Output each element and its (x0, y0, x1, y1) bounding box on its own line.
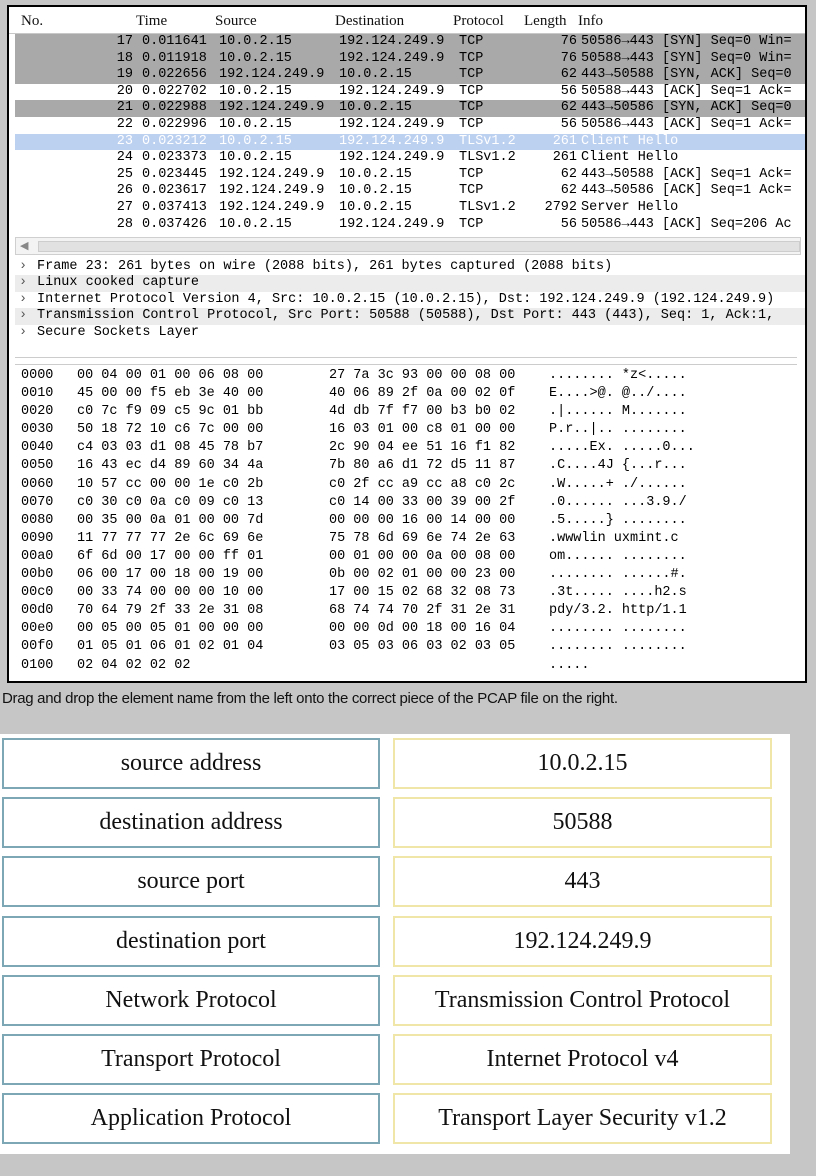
column-header-source[interactable]: Source (215, 13, 257, 29)
packet-cell-dst: 10.0.2.15 (339, 100, 412, 116)
packet-cell-src: 10.0.2.15 (219, 50, 292, 66)
hex-bytes: 01 05 01 06 01 02 01 04 (77, 639, 264, 655)
hex-ascii: .5.....} ........ (549, 512, 687, 528)
hex-bytes: 45 00 00 f5 eb 3e 40 00 (77, 386, 264, 402)
hex-bytes: 70 64 79 2f 33 2e 31 08 (77, 603, 264, 619)
hex-bytes: 02 04 02 02 02 (77, 657, 191, 673)
packet-cell-src: 10.0.2.15 (219, 117, 292, 132)
packet-cell-time: 0.022702 (142, 83, 207, 99)
packet-row[interactable] (15, 67, 805, 84)
packet-cell-dst: 192.124.249.9 (339, 83, 445, 99)
hex-bytes: 00 04 00 01 00 06 08 00 (77, 368, 264, 383)
hex-row (19, 403, 799, 421)
hex-bytes: 16 43 ec d4 89 60 34 4a (77, 458, 264, 474)
packet-cell-time: 0.037413 (142, 200, 207, 215)
hex-row (19, 530, 799, 548)
hex-bytes: 0b 00 02 01 00 00 23 00 (329, 567, 516, 583)
packet-cell-proto: TCP (459, 34, 484, 49)
hex-offset: 0030 (21, 422, 54, 438)
hex-bytes: 27 7a 3c 93 00 00 08 00 (329, 368, 516, 383)
packet-cell-len: 62 (560, 67, 577, 83)
packet-cell-len: 261 (552, 150, 577, 166)
packet-cell-time: 0.011918 (142, 50, 207, 66)
hex-bytes: 7b 80 a6 d1 72 d5 11 87 (329, 458, 516, 474)
details-tree-item[interactable] (15, 259, 805, 275)
horizontal-scrollbar[interactable] (15, 237, 801, 255)
details-tree-item[interactable] (15, 292, 805, 308)
packet-cell-time: 0.023617 (142, 183, 207, 199)
hex-row (19, 620, 799, 638)
packet-cell-info: 50586→443 [ACK] Seq=206 Ac (581, 216, 792, 232)
hex-offset: 0000 (21, 368, 54, 383)
pane-divider[interactable] (15, 357, 797, 365)
hex-bytes: 11 77 77 77 2e 6c 69 6e (77, 530, 264, 546)
hex-bytes: c0 14 00 33 00 39 00 2f (329, 494, 516, 510)
drag-item-application-protocol[interactable]: Application Protocol (2, 1093, 380, 1144)
column-header-time[interactable]: Time (136, 13, 168, 29)
packet-cell-time: 0.022656 (142, 67, 207, 83)
chevron-right-icon[interactable]: › (19, 259, 28, 274)
drag-item-source-port[interactable]: source port (2, 856, 380, 907)
packet-cell-time: 0.022988 (142, 100, 207, 116)
packet-cell-info: 443→50588 [SYN, ACK] Seq=0 (581, 67, 792, 83)
drag-item-destination-port[interactable]: destination port (2, 916, 380, 967)
hex-row (19, 476, 799, 494)
instruction-text: Drag and drop the element name from the left onto the correct piece of the PCAP file on the right. (2, 690, 618, 707)
packet-cell-no: 27 (116, 200, 133, 215)
hex-bytes: 68 74 74 70 2f 31 2e 31 (329, 603, 516, 619)
hex-bytes: 4d db 7f f7 00 b3 b0 02 (329, 404, 516, 420)
drag-item-destination-address[interactable]: destination address (2, 797, 380, 848)
packet-cell-dst: 192.124.249.9 (339, 34, 445, 49)
hex-ascii: .....Ex. .....0... (549, 440, 695, 456)
packet-cell-dst: 192.124.249.9 (339, 150, 445, 166)
chevron-right-icon[interactable]: › (19, 308, 28, 324)
hex-bytes: 6f 6d 00 17 00 00 ff 01 (77, 548, 264, 564)
hex-offset: 0070 (21, 494, 54, 510)
hex-bytes: 00 33 74 00 00 00 10 00 (77, 585, 264, 601)
hex-row (19, 657, 799, 675)
packet-cell-no: 25 (116, 166, 133, 182)
packet-row[interactable] (15, 134, 805, 151)
hex-ascii: .|...... M....... (549, 404, 687, 420)
packet-cell-no: 24 (116, 150, 133, 166)
packet-cell-dst: 192.124.249.9 (339, 50, 445, 66)
hex-bytes: c4 03 03 d1 08 45 78 b7 (77, 440, 264, 456)
hex-row (19, 512, 799, 530)
hex-bytes: c0 2f cc a9 cc a8 c0 2c (329, 476, 516, 492)
hex-ascii: .W.....+ ./...... (549, 476, 687, 492)
packet-cell-dst: 192.124.249.9 (339, 117, 445, 132)
packet-details (15, 259, 805, 347)
hex-row (19, 421, 799, 439)
packet-cell-proto: TLSv1.2 (459, 150, 516, 166)
packet-cell-info: 443→50586 [ACK] Seq=1 Ack= (581, 183, 792, 199)
hex-offset: 0100 (21, 657, 54, 673)
hex-row (19, 367, 799, 385)
hex-ascii: P.r..|.. ........ (549, 422, 687, 438)
packet-cell-no: 18 (116, 50, 133, 66)
packet-cell-len: 62 (560, 183, 577, 199)
packet-cell-no: 22 (116, 117, 133, 132)
hex-bytes: 50 18 72 10 c6 7c 00 00 (77, 422, 264, 438)
packet-cell-time: 0.037426 (142, 216, 207, 232)
packet-cell-proto: TCP (459, 83, 484, 99)
packet-cell-dst: 10.0.2.15 (339, 183, 412, 199)
drop-target-tcp[interactable]: Transmission Control Protocol (393, 975, 772, 1026)
packet-cell-proto: TLSv1.2 (459, 133, 516, 149)
scrollbar-thumb[interactable] (38, 241, 800, 252)
packet-cell-no: 23 (116, 133, 133, 149)
packet-cell-src: 192.124.249.9 (219, 166, 325, 182)
column-header-length[interactable]: Length (524, 13, 567, 29)
hex-offset: 00f0 (21, 639, 54, 655)
wireshark-panel (7, 5, 807, 683)
hex-ascii: .wwwlin uxmint.c (549, 530, 679, 546)
packet-row[interactable] (15, 34, 805, 51)
packet-cell-len: 56 (560, 83, 577, 99)
packet-cell-info: Client Hello (581, 150, 679, 166)
hex-offset: 0020 (21, 404, 54, 420)
packet-cell-proto: TCP (459, 67, 484, 83)
details-tree-item[interactable] (15, 275, 805, 291)
packet-cell-info: 50586→443 [ACK] Seq=1 Ack= (581, 117, 792, 132)
scroll-left-icon[interactable]: ◀ (20, 240, 29, 252)
drop-target-ipv4[interactable]: Internet Protocol v4 (393, 1034, 772, 1085)
packet-cell-info: Server Hello (581, 200, 679, 215)
drop-target-port-50588[interactable]: 50588 (393, 797, 772, 848)
packet-cell-no: 21 (116, 100, 133, 116)
hex-offset: 0060 (21, 476, 54, 492)
packet-cell-src: 10.0.2.15 (219, 133, 292, 149)
drop-target-tls[interactable]: Transport Layer Security v1.2 (393, 1093, 772, 1144)
details-tree-label: Frame 23: 261 bytes on wire (2088 bits), 261 bytes captured (2088 bits) (37, 259, 613, 274)
hex-offset: 00a0 (21, 548, 54, 564)
hex-bytes: 00 05 00 05 01 00 00 00 (77, 621, 264, 637)
details-tree-item[interactable] (15, 325, 805, 341)
packet-cell-info: 50586→443 [SYN] Seq=0 Win= (581, 34, 792, 49)
hex-bytes: c0 7c f9 09 c5 9c 01 bb (77, 404, 264, 420)
packet-cell-no: 28 (116, 216, 133, 232)
hex-bytes: 40 06 89 2f 0a 00 02 0f (329, 386, 516, 402)
packet-row[interactable] (15, 167, 805, 184)
hex-row (19, 548, 799, 566)
hex-ascii: om...... ........ (549, 548, 687, 564)
column-header-no[interactable]: No. (21, 13, 44, 29)
chevron-right-icon[interactable]: › (19, 324, 28, 340)
packet-cell-len: 76 (560, 34, 577, 49)
hex-row (19, 584, 799, 602)
packet-cell-src: 10.0.2.15 (219, 34, 292, 49)
packet-cell-proto: TLSv1.2 (459, 200, 516, 215)
packet-cell-dst: 10.0.2.15 (339, 166, 412, 182)
hex-offset: 0010 (21, 386, 54, 402)
details-tree-item[interactable] (15, 308, 805, 324)
hex-bytes: 16 03 01 00 c8 01 00 00 (329, 422, 516, 438)
hex-offset: 00c0 (21, 585, 54, 601)
packet-cell-src: 192.124.249.9 (219, 100, 325, 116)
hex-bytes: 75 78 6d 69 6e 74 2e 63 (329, 530, 516, 546)
packet-list-header (9, 7, 805, 34)
drop-target-destination-ip[interactable]: 192.124.249.9 (393, 916, 772, 967)
hex-ascii: E....>@. @../.... (549, 386, 687, 402)
hex-bytes: 00 01 00 00 0a 00 08 00 (329, 548, 516, 564)
packet-cell-info: 443→50586 [SYN, ACK] Seq=0 (581, 100, 792, 116)
hex-ascii: .0...... ...3.9./ (549, 494, 687, 510)
packet-cell-src: 10.0.2.15 (219, 83, 292, 99)
packet-cell-info: 50588→443 [ACK] Seq=1 Ack= (581, 83, 792, 99)
hex-bytes: 00 00 0d 00 18 00 16 04 (329, 621, 516, 637)
packet-cell-src: 10.0.2.15 (219, 216, 292, 232)
hex-offset: 0050 (21, 458, 54, 474)
packet-cell-dst: 192.124.249.9 (339, 216, 445, 232)
packet-cell-time: 0.023373 (142, 150, 207, 166)
chevron-right-icon[interactable]: › (19, 275, 28, 291)
hex-row (19, 602, 799, 620)
column-header-info[interactable]: Info (578, 13, 603, 29)
packet-cell-len: 261 (552, 133, 577, 149)
column-header-destination[interactable]: Destination (335, 13, 405, 29)
hex-bytes: 00 00 00 16 00 14 00 00 (329, 512, 516, 528)
drag-drop-area (0, 734, 790, 1154)
packet-cell-len: 76 (560, 50, 577, 66)
packet-cell-proto: TCP (459, 117, 484, 132)
packet-cell-info: Client Hello (581, 133, 679, 149)
packet-cell-src: 192.124.249.9 (219, 200, 325, 215)
details-tree-label: Linux cooked capture (37, 275, 200, 291)
hex-bytes: c0 30 c0 0a c0 09 c0 13 (77, 494, 264, 510)
hex-ascii: .3t..... ....h2.s (549, 585, 687, 601)
packet-cell-len: 62 (560, 166, 577, 182)
packet-cell-proto: TCP (459, 216, 484, 232)
hex-ascii: ........ *z<..... (549, 368, 687, 383)
packet-row[interactable] (15, 117, 805, 134)
hex-bytes: 17 00 15 02 68 32 08 73 (329, 585, 516, 601)
packet-cell-time: 0.022996 (142, 117, 207, 132)
packet-cell-dst: 192.124.249.9 (339, 133, 445, 149)
drag-item-transport-protocol[interactable]: Transport Protocol (2, 1034, 380, 1085)
hex-offset: 0040 (21, 440, 54, 456)
packet-cell-no: 20 (116, 83, 133, 99)
hex-offset: 00d0 (21, 603, 54, 619)
hex-offset: 00b0 (21, 567, 54, 583)
hex-row (19, 457, 799, 475)
details-tree-label: Transmission Control Protocol, Src Port: 50588 (50588), Dst Port: 443 (443), Seq: 1, Ack:1, (37, 308, 775, 324)
hex-offset: 0080 (21, 512, 54, 528)
packet-row[interactable] (15, 217, 805, 234)
packet-cell-len: 56 (560, 216, 577, 232)
hex-ascii: ..... (549, 657, 590, 673)
packet-cell-proto: TCP (459, 100, 484, 116)
packet-cell-time: 0.023445 (142, 166, 207, 182)
hex-offset: 00e0 (21, 621, 54, 637)
packet-cell-info: 50588→443 [SYN] Seq=0 Win= (581, 50, 792, 66)
packet-row[interactable] (15, 100, 805, 117)
packet-cell-src: 192.124.249.9 (219, 183, 325, 199)
packet-cell-proto: TCP (459, 183, 484, 199)
packet-cell-dst: 10.0.2.15 (339, 200, 412, 215)
column-header-protocol[interactable]: Protocol (453, 13, 504, 29)
hex-ascii: pdy/3.2. http/1.1 (549, 603, 687, 619)
packet-cell-len: 56 (560, 117, 577, 132)
details-tree-label: Internet Protocol Version 4, Src: 10.0.2.15 (10.0.2.15), Dst: 192.124.249.9 (192.124.249.9) (37, 291, 775, 307)
packet-cell-src: 10.0.2.15 (219, 150, 292, 166)
packet-list (15, 34, 805, 236)
packet-cell-info: 443→50588 [ACK] Seq=1 Ack= (581, 166, 792, 182)
hex-bytes: 06 00 17 00 18 00 19 00 (77, 567, 264, 583)
hex-bytes: 00 35 00 0a 01 00 00 7d (77, 512, 264, 528)
hex-ascii: .C....4J {...r... (549, 458, 687, 474)
hex-bytes: 10 57 cc 00 00 1e c0 2b (77, 476, 264, 492)
hex-row (19, 494, 799, 512)
drag-item-network-protocol[interactable]: Network Protocol (2, 975, 380, 1026)
details-tree-label: Secure Sockets Layer (37, 324, 200, 340)
packet-row[interactable] (15, 183, 805, 200)
packet-cell-len: 62 (560, 100, 577, 116)
chevron-right-icon[interactable]: › (19, 291, 28, 307)
hex-ascii: ........ ......#. (549, 567, 687, 583)
hex-row (19, 439, 799, 457)
packet-cell-no: 17 (116, 34, 133, 49)
drop-target-port-443[interactable]: 443 (393, 856, 772, 907)
packet-cell-proto: TCP (459, 166, 484, 182)
packet-row[interactable] (15, 200, 805, 217)
packet-row[interactable] (15, 150, 805, 167)
packet-cell-dst: 10.0.2.15 (339, 67, 412, 83)
hex-dump (19, 367, 799, 677)
hex-ascii: ........ ........ (549, 639, 687, 655)
drag-item-source-address[interactable]: source address (2, 738, 380, 789)
packet-cell-no: 19 (116, 67, 133, 83)
hex-row (19, 385, 799, 403)
hex-offset: 0090 (21, 530, 54, 546)
drop-target-source-ip[interactable]: 10.0.2.15 (393, 738, 772, 789)
packet-cell-no: 26 (116, 183, 133, 199)
packet-cell-proto: TCP (459, 50, 484, 66)
hex-row (19, 638, 799, 656)
packet-row[interactable] (15, 84, 805, 101)
hex-bytes: 03 05 03 06 03 02 03 05 (329, 639, 516, 655)
packet-cell-len: 2792 (544, 200, 577, 215)
hex-ascii: ........ ........ (549, 621, 687, 637)
packet-row[interactable] (15, 51, 805, 68)
packet-cell-src: 192.124.249.9 (219, 67, 325, 83)
packet-cell-time: 0.011641 (142, 34, 207, 49)
hex-bytes: 2c 90 04 ee 51 16 f1 82 (329, 440, 516, 456)
packet-cell-time: 0.023212 (142, 133, 207, 149)
hex-row (19, 566, 799, 584)
